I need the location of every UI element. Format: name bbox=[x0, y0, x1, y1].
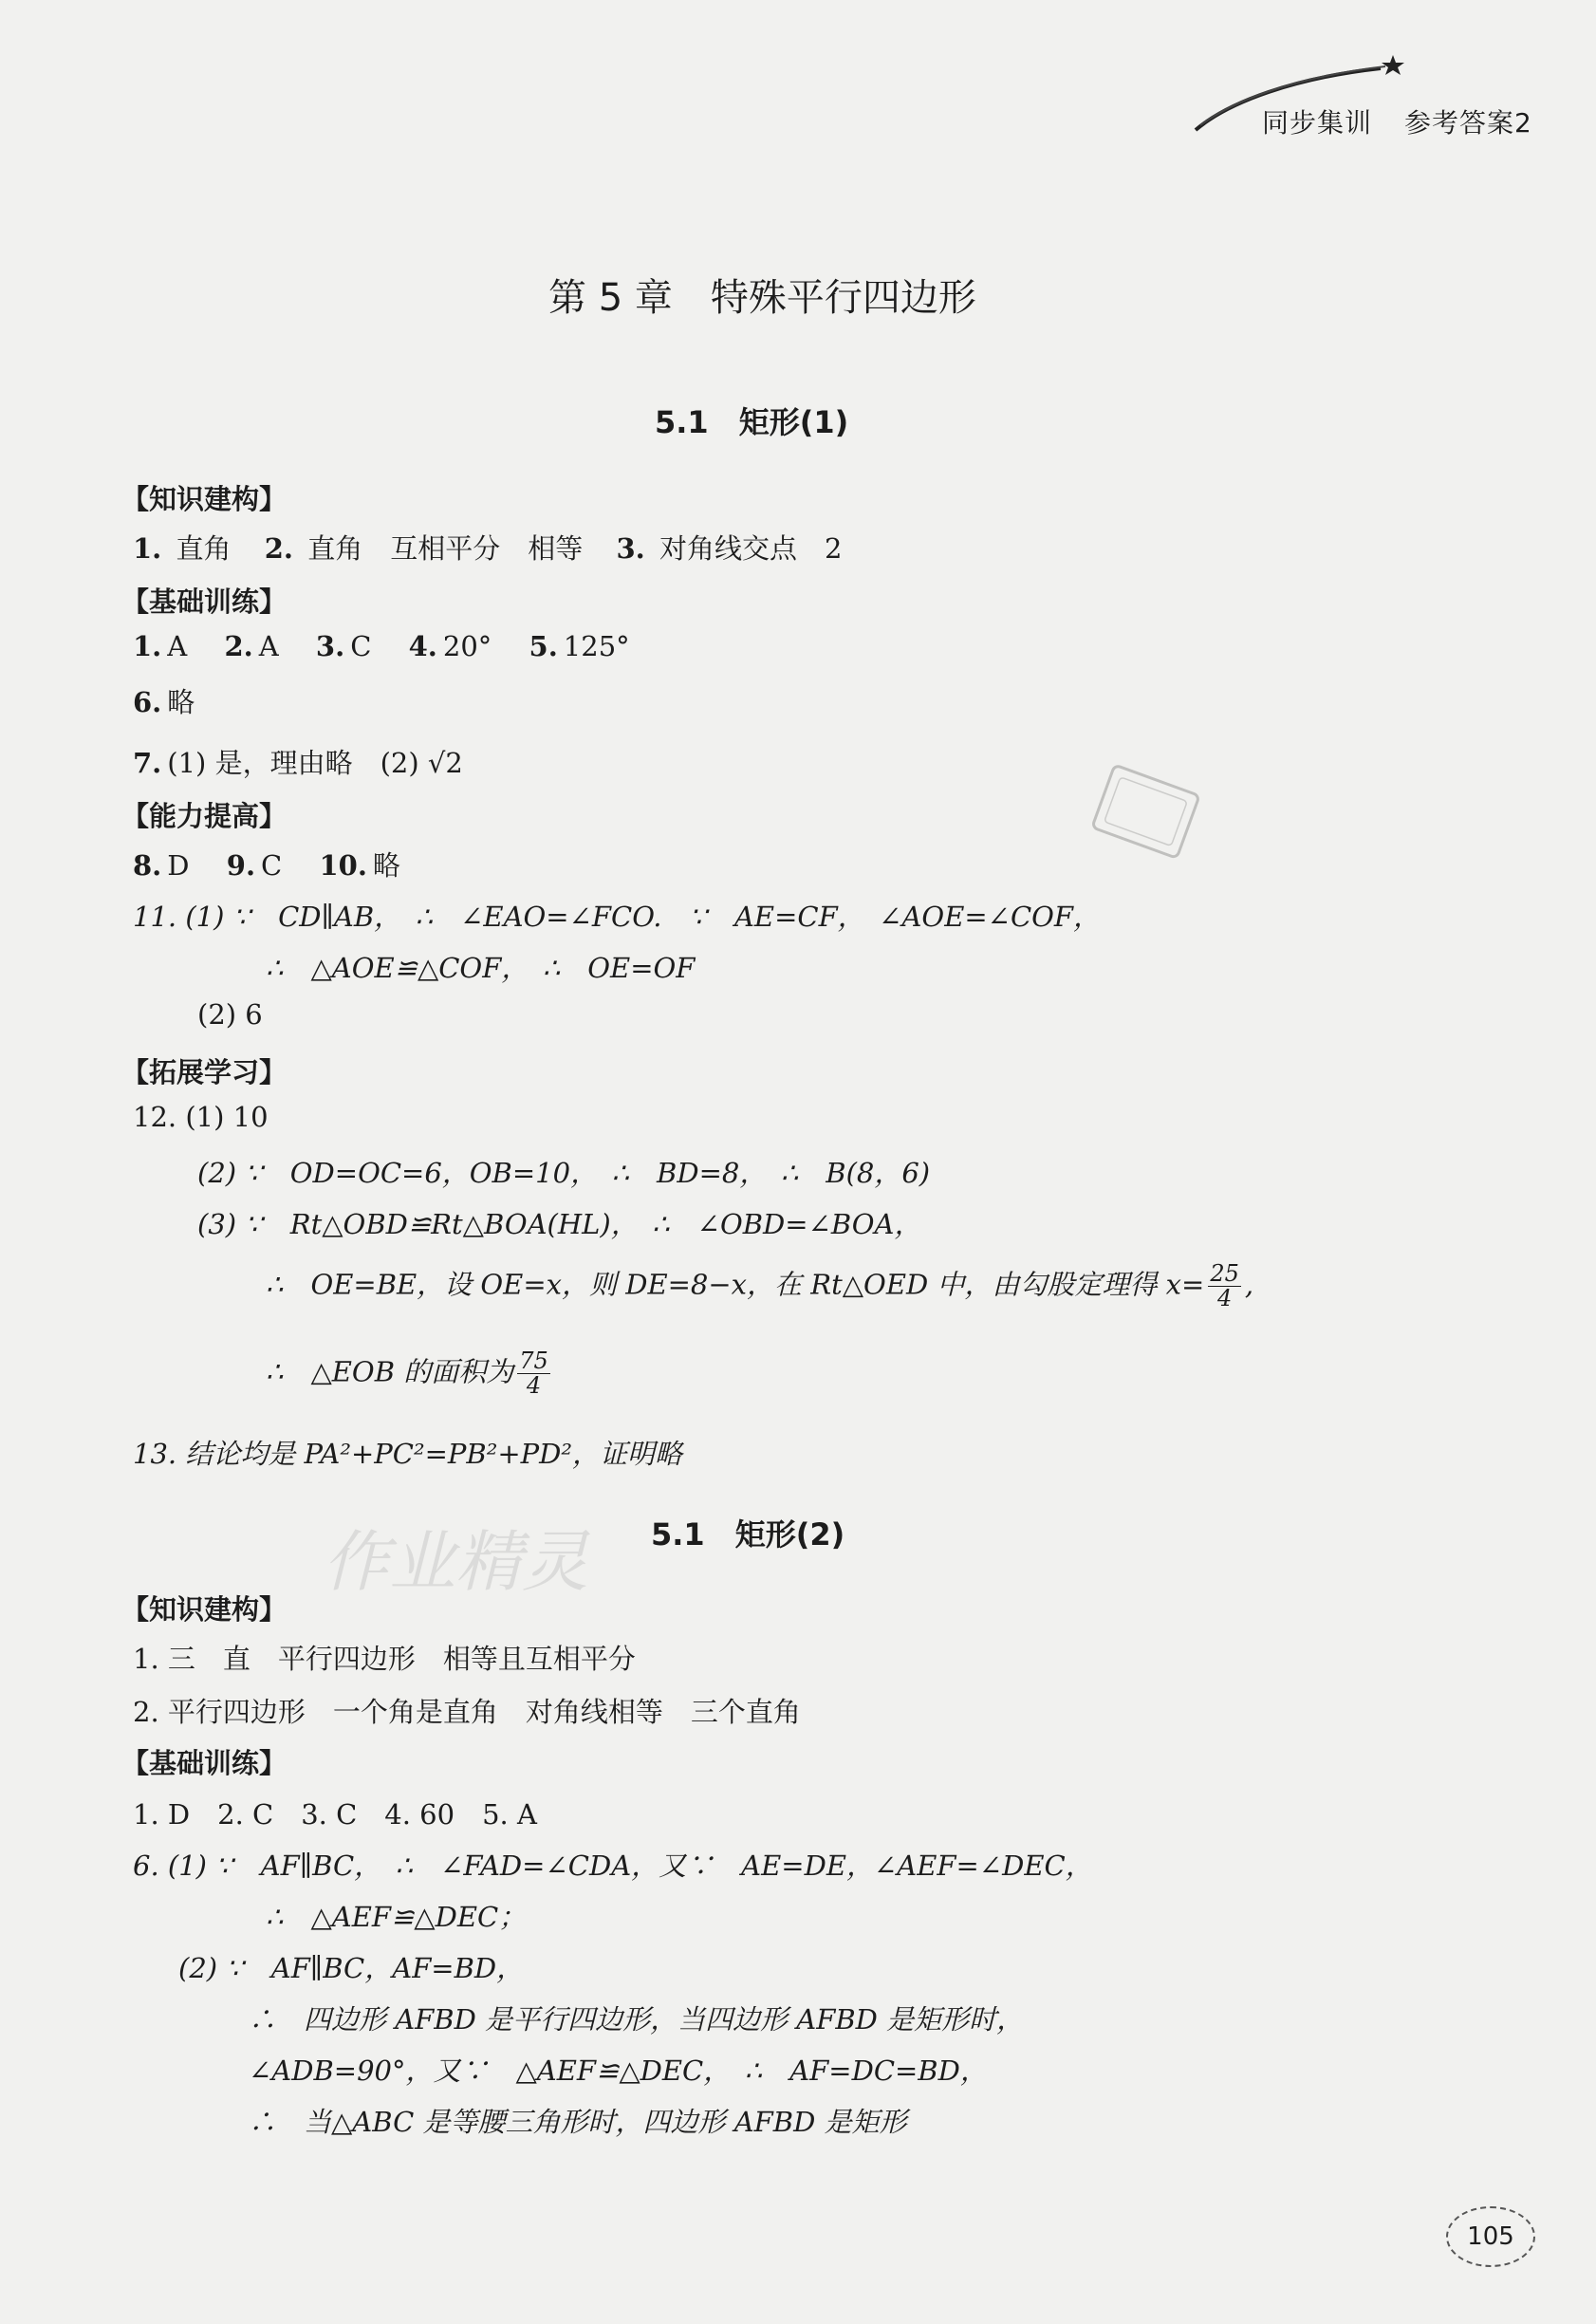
expand-line-12-5 bbox=[266, 1349, 554, 1398]
q-number: 4. bbox=[408, 630, 437, 662]
expand-line-13: 13. 结论均是 PA²+PC²=PB²+PD²，证明略 bbox=[133, 1438, 683, 1470]
section-title-2: 5.1 矩形(2) bbox=[651, 1516, 845, 1552]
q-number: 1. bbox=[133, 630, 162, 662]
basic2-line-6-2: ∴ △AEF≌△DEC； bbox=[266, 1901, 527, 1933]
q-number: 3. bbox=[616, 532, 645, 565]
q-number: 8. bbox=[133, 849, 162, 882]
basic2-line-6-5: ∠ADB=90°，又∵ △AEF≌△DEC， ∴ AF=DC=BD， bbox=[249, 2054, 988, 2087]
watermark: 作业精灵 bbox=[323, 1523, 588, 1601]
numerator: 25 bbox=[1210, 1260, 1239, 1287]
denominator: 4 bbox=[526, 1372, 542, 1400]
q-number: 1. bbox=[133, 532, 162, 565]
q-number: 3. bbox=[315, 630, 345, 662]
knowledge-line-1 bbox=[133, 528, 842, 567]
ability-line-8 bbox=[133, 845, 400, 883]
answer: 对角线交点 2 bbox=[659, 532, 843, 565]
q-number: 5. bbox=[529, 630, 558, 662]
heading-knowledge-1: 【知识建构】 bbox=[121, 483, 288, 515]
q-number: 6. bbox=[133, 686, 162, 718]
chapter-title: 第 5 章 特殊平行四边形 bbox=[548, 276, 976, 320]
answer: 20° bbox=[442, 630, 492, 662]
basic2-line-6-1: 6. (1) ∵ AF∥BC， ∴ ∠FAD=∠CDA，又∵ AE=DE，∠AEF=∠DEC， bbox=[133, 1850, 1093, 1882]
expand-line-12-2: (2) ∵ OD=OC=6，OB=10， ∴ BD=8， ∴ B(8，6) bbox=[197, 1157, 931, 1189]
q-number: 2. bbox=[224, 630, 253, 662]
heading-ability-1: 【能力提高】 bbox=[121, 800, 288, 832]
basic2-line-6-4: ∴ 四边形 AFBD 是平行四边形，当四边形 AFBD 是矩形时， bbox=[249, 2003, 1025, 2036]
section-title-1: 5.1 矩形(1) bbox=[655, 404, 849, 440]
header-series: 同步集训 bbox=[1262, 107, 1373, 139]
heading-basic-1: 【基础训练】 bbox=[121, 586, 288, 618]
answer: A bbox=[258, 630, 279, 662]
basic-line-1 bbox=[133, 630, 630, 662]
fraction bbox=[1208, 1262, 1241, 1311]
basic-line-7 bbox=[133, 742, 463, 781]
basic-line-6 bbox=[133, 681, 195, 720]
numerator: 75 bbox=[519, 1348, 548, 1374]
basic2-line-1: 1. D 2. C 3. C 4. 60 5. A bbox=[133, 1798, 537, 1831]
star-icon bbox=[1382, 55, 1404, 75]
denominator: 4 bbox=[1216, 1285, 1233, 1312]
answer: D bbox=[167, 849, 190, 882]
ability-line-11-2: ∴ △AOE≌△COF， ∴ OE=OF bbox=[266, 952, 696, 984]
answer: 直角 bbox=[176, 532, 232, 565]
equation-text: ∴ OE=BE，设 OE=x，则 DE=8−x，在 Rt△OED 中，由勾股定理得 x= bbox=[266, 1268, 1205, 1301]
equation-text: ∴ △EOB 的面积为 bbox=[266, 1355, 514, 1388]
answer: 略 bbox=[372, 849, 400, 882]
ability-line-11-1: 11. (1) ∵ CD∥AB， ∴ ∠EAO=∠FCO. ∵ AE=CF， ∠AOE=∠COF， bbox=[133, 901, 1102, 933]
answer: 略 bbox=[167, 686, 195, 718]
q-number: 10. bbox=[319, 849, 367, 882]
basic2-line-6-3: (2) ∵ AF∥BC，AF=BD， bbox=[178, 1952, 525, 1984]
heading-knowledge-2: 【知识建构】 bbox=[121, 1593, 288, 1626]
heading-basic-2: 【基础训练】 bbox=[121, 1747, 288, 1779]
answer: A bbox=[167, 630, 188, 662]
page-number: 105 bbox=[1446, 2206, 1535, 2267]
expand-line-12-1: 12. (1) 10 bbox=[133, 1101, 269, 1133]
header-section: 参考答案2 bbox=[1404, 107, 1532, 139]
fraction bbox=[517, 1349, 550, 1398]
answer: C bbox=[350, 630, 372, 662]
heading-expand-1: 【拓展学习】 bbox=[121, 1056, 288, 1088]
answer: 125° bbox=[563, 630, 630, 662]
knowledge2-line-2: 2. 平行四边形 一个角是直角 对角线相等 三个直角 bbox=[133, 1696, 801, 1728]
expand-line-12-4: ∴ OE=BE，设 OE=x，则 DE=8−x，在 Rt△OED 中，由勾股定理得 x= $\frac{25}{4}$ , bbox=[266, 1260, 1254, 1312]
answer: (1) 是，理由略 (2) √2 bbox=[167, 747, 463, 779]
expand-line-12-3: (3) ∵ Rt△OBD≌Rt△BOA(HL)， ∴ ∠OBD=∠BOA， bbox=[197, 1208, 922, 1240]
answer: 直角 互相平分 相等 bbox=[307, 532, 584, 565]
stamp-watermark bbox=[1082, 759, 1215, 864]
knowledge2-line-1: 1. 三 直 平行四边形 相等且互相平分 bbox=[133, 1643, 636, 1675]
ability-line-11-3: (2) 6 bbox=[197, 998, 263, 1031]
q-number: 7. bbox=[133, 747, 162, 779]
basic2-line-6-6: ∴ 当△ABC 是等腰三角形时，四边形 AFBD 是矩形 bbox=[249, 2106, 907, 2138]
q-number: 2. bbox=[264, 532, 294, 565]
answer: C bbox=[261, 849, 283, 882]
q-number: 9. bbox=[226, 849, 256, 882]
